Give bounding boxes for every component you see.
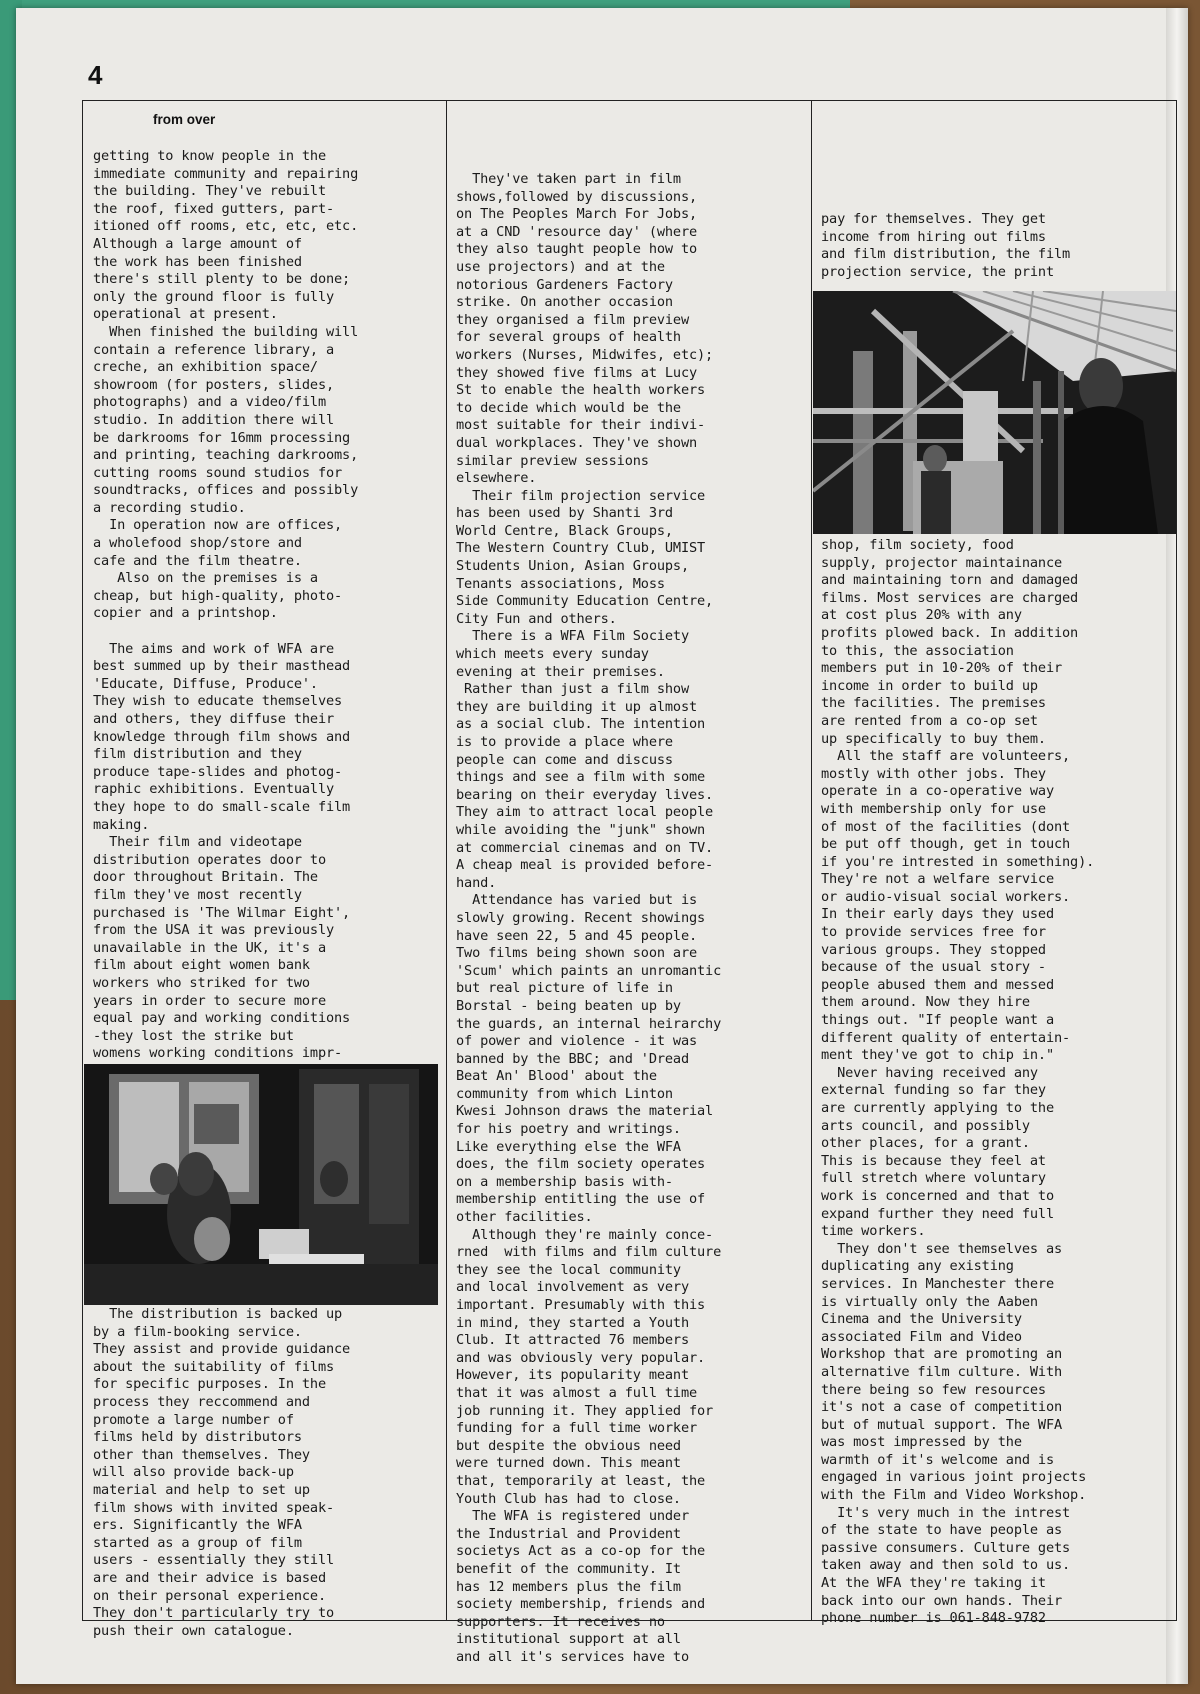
column-1-text-bottom — [93, 1306, 438, 1640]
text-line: the guards, an internal heirarchy — [456, 1015, 722, 1032]
text-line: photographs) and a video/film — [93, 394, 326, 411]
text-line: Their film and videotape — [93, 834, 302, 851]
text-line: are currently applying to the — [821, 1100, 1054, 1116]
text-line: itioned off rooms, etc, etc, etc. — [93, 218, 359, 235]
text-line: has 12 members plus the film — [456, 1578, 681, 1595]
text-line: the building. They've rebuilt — [93, 183, 326, 200]
column-1-text-top — [93, 148, 438, 1098]
text-line: people can come and discuss — [456, 751, 673, 768]
newsletter-page — [16, 8, 1188, 1684]
text-line: Their film projection service — [456, 487, 706, 504]
text-line: community from which Linton — [456, 1085, 673, 1102]
text-line: Side Community Education Centre, — [456, 593, 714, 610]
text-line: institutional support at all — [456, 1631, 681, 1648]
text-line: passive consumers. Culture gets — [821, 1539, 1071, 1556]
text-line: with membership only for use — [821, 800, 1046, 817]
text-line: that, temporarily at least, the — [456, 1472, 706, 1489]
text-line: films held by distributors — [93, 1429, 302, 1446]
text-line: that it was almost a full time — [456, 1384, 698, 1401]
text-line: other than themselves. They — [93, 1446, 310, 1463]
text-line: promote a large number of — [93, 1411, 294, 1428]
text-line: Two films being shown soon are — [456, 945, 698, 962]
photo-office-interior — [84, 1064, 438, 1305]
text-line: societys Act as a co-op for the — [456, 1543, 706, 1560]
text-line: the Industrial and Provident — [456, 1525, 681, 1542]
text-line: different quality of entertain- — [821, 1029, 1071, 1046]
text-line: rned with films and film culture — [456, 1244, 722, 1261]
text-line: film shows with invited speak- — [93, 1499, 335, 1516]
text-line: It's very much in the intrest — [821, 1504, 1071, 1521]
text-line: at cost plus 20% with any — [821, 607, 1022, 624]
text-line: door throughout Britain. The — [93, 869, 318, 886]
text-line: they are building it up almost — [456, 698, 698, 715]
text-line: They assist and provide guidance — [93, 1341, 351, 1358]
text-line: expand further they need full — [821, 1205, 1054, 1222]
text-line: was most impressed by the — [821, 1434, 1022, 1451]
text-line: services. In Manchester there — [821, 1275, 1054, 1292]
text-line: be put off though, get in touch — [821, 836, 1071, 853]
text-line: while avoiding the "junk" shown — [456, 821, 706, 838]
text-line: arts council, and possibly — [821, 1117, 1030, 1134]
text-line: operational at present. — [93, 306, 278, 323]
text-line: At the WFA they're taking it — [821, 1575, 1046, 1592]
text-line: The distribution is backed up — [93, 1306, 343, 1322]
text-line: a recording studio. — [93, 499, 246, 516]
text-line: because of the usual story - — [821, 959, 1046, 976]
text-line: supply, projector maintainance — [821, 554, 1063, 571]
text-line: evening at their premises. — [456, 663, 665, 680]
text-line: the work has been finished — [93, 253, 302, 270]
article-frame — [82, 100, 1177, 1665]
text-line: full stretch where voluntary — [821, 1170, 1046, 1187]
text-line: banned by the BBC; and 'Dread — [456, 1050, 689, 1067]
text-line: benefit of the community. It — [456, 1560, 681, 1577]
text-line: supporters. It receives no — [456, 1613, 665, 1630]
text-line: equal pay and working conditions — [93, 1010, 351, 1027]
text-line: and film distribution, the film — [821, 246, 1071, 263]
text-line: distribution operates door to — [93, 851, 326, 868]
text-line: They don't particularly try to — [93, 1605, 335, 1622]
text-line: St to enable the health workers — [456, 382, 706, 399]
text-line: bearing on their everyday lives. — [456, 786, 714, 803]
column-3-text-top — [821, 211, 1166, 281]
text-line: and maintaining torn and damaged — [821, 572, 1079, 589]
text-line: ment they've got to chip in." — [821, 1047, 1054, 1064]
text-line: are rented from a co-op set — [821, 712, 1038, 729]
text-line: members put in 10-20% of their — [821, 660, 1063, 677]
text-line: Although a large amount of — [93, 235, 302, 252]
text-line: there's still plenty to be done; — [93, 271, 351, 288]
text-line: A cheap meal is provided before- — [456, 857, 714, 874]
text-line: 'Scum' which paints an unromantic — [456, 962, 722, 979]
text-line: from the USA it was previously — [93, 922, 335, 939]
text-line: Club. It attracted 76 members — [456, 1332, 689, 1349]
text-line: time workers. — [821, 1223, 926, 1240]
text-line: film they've most recently — [93, 886, 302, 903]
text-line: shows,followed by discussions, — [456, 188, 698, 205]
text-line: They don't see themselves as — [821, 1240, 1063, 1257]
text-line: Although they're mainly conce- — [456, 1226, 714, 1243]
text-line: film distribution and they — [93, 746, 302, 763]
text-line: push their own catalogue. — [93, 1622, 294, 1639]
text-line: alternative film culture. With — [821, 1363, 1063, 1380]
text-line: various groups. They stopped — [821, 941, 1046, 958]
text-line: soundtracks, offices and possibly — [93, 482, 359, 499]
text-line: but real picture of life in — [456, 980, 673, 997]
column-divider-2 — [811, 101, 812, 1620]
text-line: notorious Gardeners Factory — [456, 276, 673, 293]
text-line: but of mutual support. The WFA — [821, 1416, 1063, 1433]
text-line: they showed five films at Lucy — [456, 364, 698, 381]
text-line: and local involvement as very — [456, 1279, 689, 1296]
text-line: use projectors) and at the — [456, 258, 665, 275]
text-line: started as a group of film — [93, 1534, 302, 1551]
text-line: on The Peoples March For Jobs, — [456, 206, 698, 223]
text-line: users - essentially they still — [93, 1552, 335, 1569]
text-line: operate in a co-operative way — [821, 783, 1054, 800]
photo-workshop-roof — [813, 291, 1176, 534]
text-line: process they reccommend and — [93, 1393, 310, 1410]
text-line: work is concerned and that to — [821, 1187, 1054, 1204]
text-line: and all it's services have to — [456, 1648, 689, 1665]
text-line: external funding so far they — [821, 1082, 1046, 1099]
text-line: shop, film society, food — [821, 537, 1014, 553]
text-line: of most of the facilities (dont — [821, 818, 1071, 835]
text-line: if you're intrested in something). — [821, 853, 1095, 870]
text-line: but despite the obvious need — [456, 1437, 681, 1454]
text-line: up specifically to buy them. — [821, 730, 1046, 747]
text-line: Like everything else the WFA — [456, 1138, 681, 1155]
text-line: in mind, they started a Youth — [456, 1314, 689, 1331]
text-line: people abused them and messed — [821, 976, 1054, 993]
text-line: for his poetry and writings. — [456, 1121, 681, 1138]
text-line: by a film-booking service. — [93, 1323, 302, 1340]
text-line: film about eight women bank — [93, 957, 310, 974]
text-line: However, its popularity meant — [456, 1367, 689, 1384]
text-line: films. Most services are charged — [821, 589, 1079, 606]
text-line: to provide services free for — [821, 924, 1046, 941]
text-line: and printing, teaching darkrooms, — [93, 447, 359, 464]
text-line: making. — [93, 816, 150, 833]
text-line: the facilities. The premises — [821, 695, 1046, 712]
text-line: Beat An' Blood' about the — [456, 1068, 657, 1085]
text-line: contain a reference library, a — [93, 341, 335, 358]
text-line: for several groups of health — [456, 329, 681, 346]
text-line: on a membership basis with- — [456, 1173, 673, 1190]
text-line: 'Educate, Diffuse, Produce'. — [93, 675, 318, 692]
text-line: is virtually only the Aaben — [821, 1293, 1038, 1310]
text-line: most suitable for their indivi- — [456, 417, 706, 434]
text-line: income from hiring out films — [821, 228, 1046, 245]
text-line: a wholefood shop/store and — [93, 535, 302, 552]
text-line: things and see a film with some — [456, 769, 706, 786]
text-line: taken away and then sold to us. — [821, 1557, 1071, 1574]
text-line: Tenants associations, Moss — [456, 575, 665, 592]
text-line: the roof, fixed gutters, part- — [93, 200, 335, 217]
text-line: have seen 22, 5 and 45 people. — [456, 927, 698, 944]
text-line: Kwesi Johnson draws the material — [456, 1103, 714, 1120]
text-line: studio. In addition there will — [93, 411, 335, 428]
text-line: society membership, friends and — [456, 1596, 706, 1613]
text-line: The aims and work of WFA are — [93, 640, 335, 657]
text-line: be darkrooms for 16mm processing — [93, 429, 351, 446]
text-line — [93, 623, 438, 641]
text-line: creche, an exhibition space/ — [93, 359, 318, 376]
text-line: which meets every sunday — [456, 646, 649, 663]
text-line: will also provide back-up — [93, 1464, 294, 1481]
text-line: This is because they feel at — [821, 1152, 1046, 1169]
text-line: at commercial cinemas and on TV. — [456, 839, 714, 856]
text-line: slowly growing. Recent showings — [456, 909, 706, 926]
text-line: of the state to have people as — [821, 1522, 1063, 1539]
continued-heading: from over — [153, 112, 216, 127]
text-line: purchased is 'The Wilmar Eight', — [93, 904, 351, 921]
text-line: produce tape-slides and photog- — [93, 763, 343, 780]
text-line: They're not a welfare service — [821, 871, 1054, 888]
text-line: at a CND 'resource day' (where — [456, 223, 698, 240]
column-2-text — [456, 171, 804, 1666]
text-line: In their early days they used — [821, 906, 1054, 923]
text-line: were turned down. This meant — [456, 1455, 681, 1472]
text-line: cheap, but high-quality, photo- — [93, 587, 343, 604]
column-divider-1 — [446, 101, 447, 1620]
text-line: phone number is 061-848-9782 — [821, 1610, 1046, 1627]
text-line: for specific purposes. In the — [93, 1376, 326, 1393]
text-line: to decide which would be the — [456, 399, 681, 416]
text-line: cutting rooms sound studios for — [93, 464, 343, 481]
text-line: They've taken part in film — [456, 171, 681, 187]
text-line: profits plowed back. In addition — [821, 624, 1079, 641]
text-line: Workshop that are promoting an — [821, 1346, 1063, 1363]
text-line: engaged in various joint projects — [821, 1469, 1087, 1486]
text-line: funding for a full time worker — [456, 1420, 698, 1437]
text-line: ers. Significantly the WFA — [93, 1517, 302, 1534]
text-line: raphic exhibitions. Eventually — [93, 781, 335, 798]
text-line: there being so few resources — [821, 1381, 1046, 1398]
text-line: it's not a case of competition — [821, 1399, 1063, 1416]
text-line: Never having received any — [821, 1064, 1038, 1081]
text-line: Rather than just a film show — [456, 681, 689, 698]
text-line: World Centre, Black Groups, — [456, 522, 673, 539]
text-line: dual workplaces. They've shown — [456, 434, 698, 451]
text-line: they also taught people how to — [456, 241, 698, 258]
text-line: cafe and the film theatre. — [93, 552, 302, 569]
text-line: on their personal experience. — [93, 1587, 326, 1604]
text-line: warmth of it's welcome and is — [821, 1451, 1054, 1468]
text-line: unavailable in the UK, it's a — [93, 939, 326, 956]
text-line: and others, they diffuse their — [93, 711, 335, 727]
text-line: associated Film and Video — [821, 1328, 1022, 1345]
text-line: In operation now are offices, — [93, 517, 343, 534]
text-line: strike. On another occasion — [456, 294, 673, 311]
text-line: pay for themselves. They get — [821, 211, 1046, 227]
text-line: has been used by Shanti 3rd — [456, 505, 673, 522]
text-line: workers (Nurses, Midwifes, etc); — [456, 346, 714, 363]
text-line: They wish to educate themselves — [93, 693, 343, 710]
text-line: other places, for a grant. — [821, 1135, 1030, 1152]
text-line: or audio-visual social workers. — [821, 888, 1071, 905]
text-line: duplicating any existing — [821, 1258, 1014, 1275]
text-line: The Western Country Club, UMIST — [456, 540, 706, 557]
text-line: only the ground floor is fully — [93, 288, 335, 305]
text-line: Also on the premises is a — [93, 570, 318, 587]
text-line: to this, the association — [821, 642, 1014, 659]
text-line: City Fun and others. — [456, 610, 617, 627]
text-line: mostly with other jobs. They — [821, 765, 1046, 782]
text-line: they organised a film preview — [456, 311, 689, 328]
text-line: projection service, the print — [821, 263, 1054, 280]
text-line: other facilities. — [456, 1209, 593, 1226]
text-line: Cinema and the University — [821, 1311, 1022, 1328]
text-line: with the Film and Video Workshop. — [821, 1487, 1087, 1504]
text-line: womens working conditions impr- — [93, 1045, 343, 1062]
text-line: workers who striked for two — [93, 974, 310, 991]
text-line: they hope to do small-scale film — [93, 798, 351, 815]
text-line: Students Union, Asian Groups, — [456, 558, 689, 575]
text-line: -they lost the strike but — [93, 1027, 294, 1044]
text-line: about the suitability of films — [93, 1358, 335, 1375]
text-line: hand. — [456, 874, 497, 891]
column-3-text-bottom — [821, 537, 1171, 1628]
text-line: important. Presumably with this — [456, 1297, 706, 1313]
text-line: them around. Now they hire — [821, 994, 1030, 1011]
text-line: Attendance has varied but is — [456, 892, 698, 909]
text-line: they see the local community — [456, 1261, 681, 1278]
text-line: copier and a printshop. — [93, 605, 278, 622]
text-line: back into our own hands. Their — [821, 1592, 1063, 1609]
text-line: are and their advice is based — [93, 1569, 326, 1586]
text-line: is to provide a place where — [456, 734, 673, 750]
text-line: Borstal - being beaten up by — [456, 997, 681, 1014]
text-line: The WFA is registered under — [456, 1508, 689, 1525]
text-line: and was obviously very popular. — [456, 1349, 706, 1366]
text-line: material and help to set up — [93, 1481, 310, 1498]
text-line: membership entitling the use of — [456, 1191, 706, 1208]
text-line: immediate community and repairing — [93, 165, 359, 182]
text-line: When finished the building will — [93, 323, 359, 340]
text-line: as a social club. The intention — [456, 716, 706, 733]
page-number: 4 — [88, 60, 103, 90]
text-line: getting to know people in the — [93, 148, 326, 164]
text-line: years in order to secure more — [93, 992, 326, 1009]
text-line: things out. "If people want a — [821, 1012, 1054, 1029]
text-line: Youth Club has had to close. — [456, 1490, 681, 1507]
text-line: They aim to attract local people — [456, 804, 714, 821]
text-line: showroom (for posters, slides, — [93, 376, 335, 393]
text-line: There is a WFA Film Society — [456, 628, 689, 645]
text-line: best summed up by their masthead — [93, 658, 351, 675]
text-line: similar preview sessions — [456, 452, 649, 469]
text-line: income in order to build up — [821, 677, 1038, 694]
text-line: job running it. They applied for — [456, 1402, 714, 1419]
text-line: does, the film society operates — [456, 1156, 706, 1173]
text-line: elsewhere. — [456, 470, 537, 487]
text-line: All the staff are volunteers, — [821, 748, 1071, 765]
text-line: knowledge through film shows and — [93, 728, 351, 745]
text-line: of power and violence - it was — [456, 1033, 698, 1050]
